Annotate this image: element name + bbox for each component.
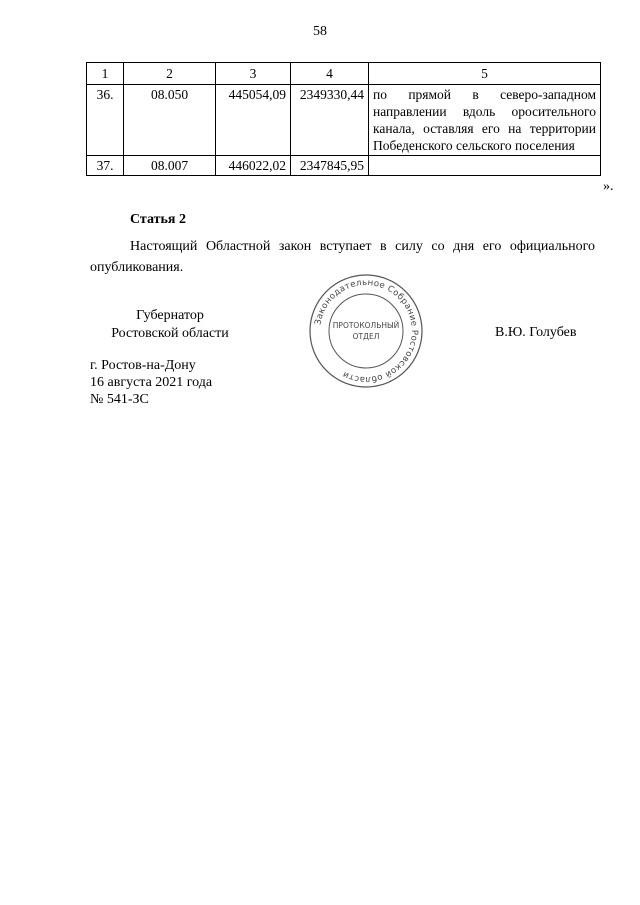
coord-x: 445054,09 — [216, 85, 291, 156]
position-line-2: Ростовской области — [111, 326, 229, 341]
header-cell-3: 3 — [216, 63, 291, 85]
header-cell-5: 5 — [369, 63, 601, 85]
signatory-name: В.Ю. Голубев — [495, 325, 577, 340]
place-date-block — [90, 357, 212, 408]
article-title: Статья 2 — [130, 212, 186, 227]
law-number: № 541-ЗС — [90, 392, 149, 407]
header-cell-4: 4 — [291, 63, 369, 85]
signatory-position — [90, 307, 250, 343]
point-code: 08.050 — [124, 85, 216, 156]
point-code: 08.007 — [124, 156, 216, 176]
coord-y: 2347845,95 — [291, 156, 369, 176]
stamp-ring-text: Законодательное Собрание Ростовской области — [313, 277, 420, 385]
city: г. Ростов-на-Дону — [90, 358, 196, 373]
official-stamp — [307, 272, 425, 390]
row-number: 37. — [87, 156, 124, 176]
table-row — [87, 156, 601, 176]
boundary-description: по прямой в северо-западном направлении вдоль оросительного канала, оставляя его на территории Победенского сельского поселения — [369, 85, 601, 156]
table-row — [87, 85, 601, 156]
law-date: 16 августа 2021 года — [90, 375, 213, 390]
stamp-center-line-1: ПРОТОКОЛЬНЫЙ — [332, 321, 400, 330]
closing-quote: ». — [603, 179, 614, 194]
boundary-description — [369, 156, 601, 176]
coord-x: 446022,02 — [216, 156, 291, 176]
header-cell-2: 2 — [124, 63, 216, 85]
coord-y: 2349330,44 — [291, 85, 369, 156]
page-number: 58 — [313, 24, 327, 39]
article-text: Настоящий Областной закон вступает в силу со дня его официального опубликования. — [90, 239, 595, 275]
stamp-center-line-2: ОТДЕЛ — [352, 332, 380, 341]
boundary-table — [86, 62, 601, 176]
position-line-1: Губернатор — [136, 308, 204, 323]
row-number: 36. — [87, 85, 124, 156]
header-cell-1: 1 — [87, 63, 124, 85]
table-header-row — [87, 63, 601, 85]
